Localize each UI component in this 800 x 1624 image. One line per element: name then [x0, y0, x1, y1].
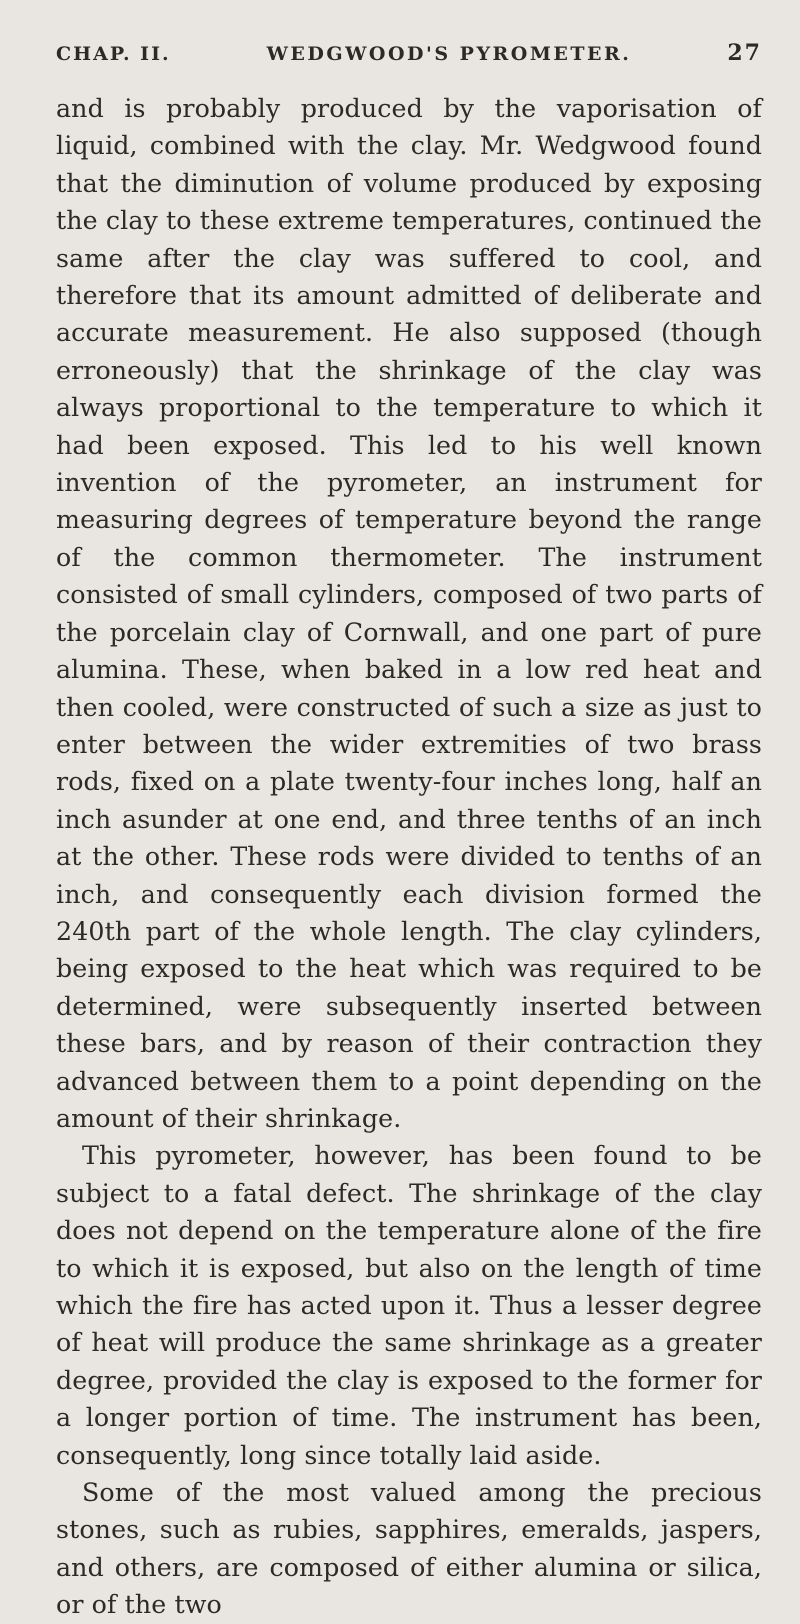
paragraph-continued: and is probably produced by the vaporisation of liquid, combined with the clay. Mr. Wedgwood found that the diminution of volume produced by exposing the clay to these extreme temperatures, continued the same after the clay was suffered to cool, and therefore that its amount admitted of deliberate and accurate measurement. He also supposed (though erroneously) that the shrinkage of the clay was always proportional to the temperature to which it had been exposed. This led to his well known invention of the pyrometer, an instrument for measuring degrees of temperature beyond the range of the common thermometer. The instrument consisted of small cylinders, composed of two parts of the porcelain clay of Cornwall, and one part of pure alumina. These, when baked in a low red heat and then cooled, were constructed of such a size as just to enter between the wider extremities of two brass rods, fixed on a plate twenty-four inches long, half an inch asunder at one end, and three tenths of an inch at the other. These rods were divided to tenths of an inch, and consequently each division formed the 240th part of the whole length. The clay cylinders, being exposed to the heat which was required to be determined, were subsequently inserted between these bars, and by reason of their contraction they advanced between them to a point depending on the amount of their shrinkage.: [56, 94, 762, 1133]
paragraph-precious-stones: Some of the most valued among the precious stones, such as rubies, sapphires, emeralds, jaspers, and others, are composed of either alumina or silica, or of the two: [56, 1478, 762, 1620]
paragraph-pyrometer-defect: This pyrometer, however, has been found to be subject to a fatal defect. The shrinkage of the clay does not depend on the temperature alone of the fire to which it is exposed, but also on the length of time which the fire has acted upon it. Thus a lesser degree of heat will produce the same shrinkage as a greater degree, provided the clay is exposed to the former for a longer portion of time. The instrument has been, consequently, long since totally laid aside.: [56, 1141, 762, 1470]
running-head: [56, 40, 762, 78]
running-title: WEDGWOOD'S PYROMETER.: [266, 43, 632, 65]
chapter-label: CHAP. II.: [56, 43, 171, 65]
page-number: 27: [727, 40, 762, 66]
body-text: [56, 90, 762, 1624]
